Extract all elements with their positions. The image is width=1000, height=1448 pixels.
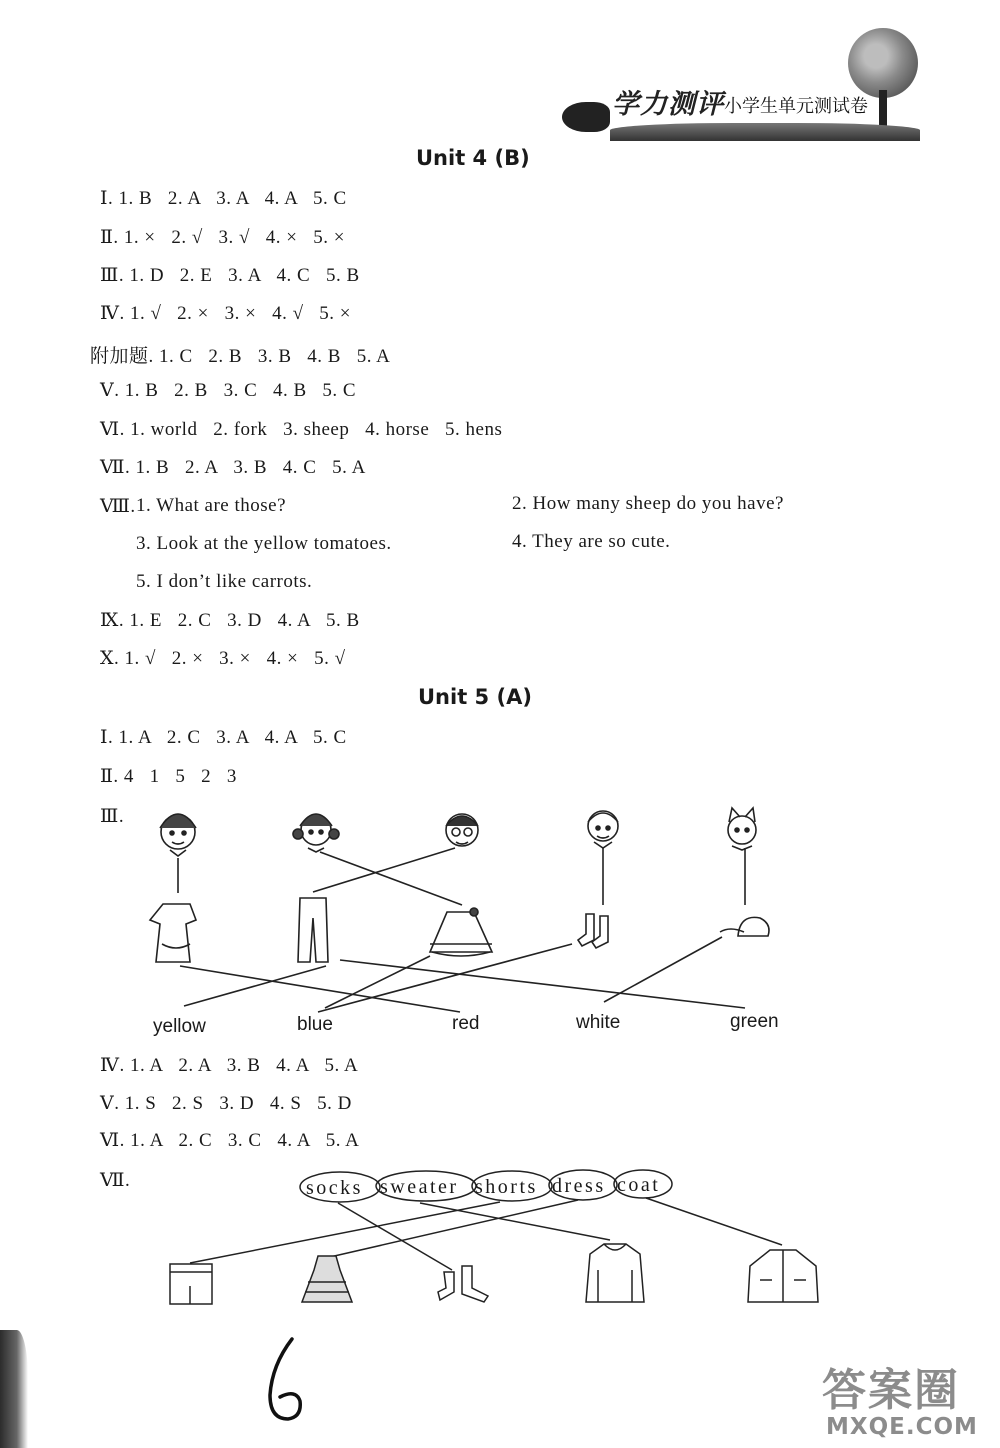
sentence: 1. What are those?: [136, 495, 287, 516]
dress-pattern-icon: [302, 1256, 352, 1302]
series-subtitle: 小学生单元测试卷: [724, 96, 868, 117]
unit5-title: Unit 5 (A): [418, 685, 532, 709]
answer-line: Ⅶ. 1. B 2. A 3. B 4. C 5. A: [100, 457, 366, 478]
answer-line: Ⅵ. 1. world 2. fork 3. sheep 4. horse 5. hens: [100, 419, 503, 440]
jacket-icon: [748, 1250, 818, 1302]
socks-pair-icon: [438, 1266, 488, 1302]
answer-line: Ⅳ. 1. A 2. A 3. B 4. A 5. A: [100, 1055, 359, 1076]
answer-line: Ⅰ. 1. B 2. A 3. A 4. A 5. C: [100, 188, 347, 209]
brand-title: 学力测评: [612, 89, 724, 120]
page-number: [262, 1335, 322, 1425]
word-sweater: sweater: [380, 1176, 459, 1198]
color-label-red: red: [452, 1013, 480, 1034]
watermark-title: 答案圈: [822, 1365, 960, 1416]
color-label-white: white: [576, 1012, 621, 1033]
section-label: Ⅷ.: [100, 496, 136, 517]
word-shorts: shorts: [475, 1176, 538, 1198]
unit4-title: Unit 4 (B): [416, 146, 530, 170]
answer-line: Ⅴ. 1. B 2. B 3. C 4. B 5. C: [100, 380, 357, 401]
word-socks: socks: [306, 1177, 363, 1199]
watermark-url: MXQE.COM: [826, 1414, 978, 1440]
answer-line: Ⅲ. 1. D 2. E 3. A 4. C 5. B: [100, 265, 360, 286]
color-label-green: green: [730, 1011, 779, 1032]
corner-decoration: [0, 1330, 28, 1448]
sentence: 3. Look at the yellow tomatoes.: [136, 533, 392, 554]
sentence: 5. I don’t like carrots.: [136, 571, 313, 592]
answer-line: Ⅳ. 1. √ 2. × 3. × 4. √ 5. ×: [100, 303, 351, 324]
section-label: Ⅶ.: [100, 1170, 131, 1191]
sweater-icon: [586, 1244, 644, 1302]
answer-line: Ⅰ. 1. A 2. C 3. A 4. A 5. C: [100, 727, 347, 748]
answer-line: Ⅹ. 1. √ 2. × 3. × 4. × 5. √: [100, 648, 346, 669]
answer-line: Ⅱ. 1. × 2. √ 3. √ 4. × 5. ×: [100, 227, 345, 248]
answer-line: Ⅵ. 1. A 2. C 3. C 4. A 5. A: [100, 1130, 360, 1151]
word-coat: coat: [617, 1174, 661, 1196]
color-label-blue: blue: [297, 1014, 333, 1035]
page-number-text: 6: [262, 1335, 263, 1336]
answer-line: Ⅱ. 4 1 5 2 3: [100, 766, 237, 787]
sentence: 4. They are so cute.: [512, 531, 671, 552]
answer-line: Ⅴ. 1. S 2. S 3. D 4. S 5. D: [100, 1093, 352, 1114]
sentence: 2. How many sheep do you have?: [512, 493, 784, 514]
answer-line: 附加题. 1. C 2. B 3. B 4. B 5. A: [90, 346, 391, 367]
watermark: [822, 1354, 1000, 1448]
word-dress: dress: [552, 1175, 606, 1197]
section-label: Ⅲ.: [100, 806, 125, 827]
color-label-yellow: yellow: [153, 1016, 206, 1037]
shorts-icon: [170, 1264, 212, 1304]
answer-line: Ⅸ. 1. E 2. C 3. D 4. A 5. B: [100, 610, 360, 631]
